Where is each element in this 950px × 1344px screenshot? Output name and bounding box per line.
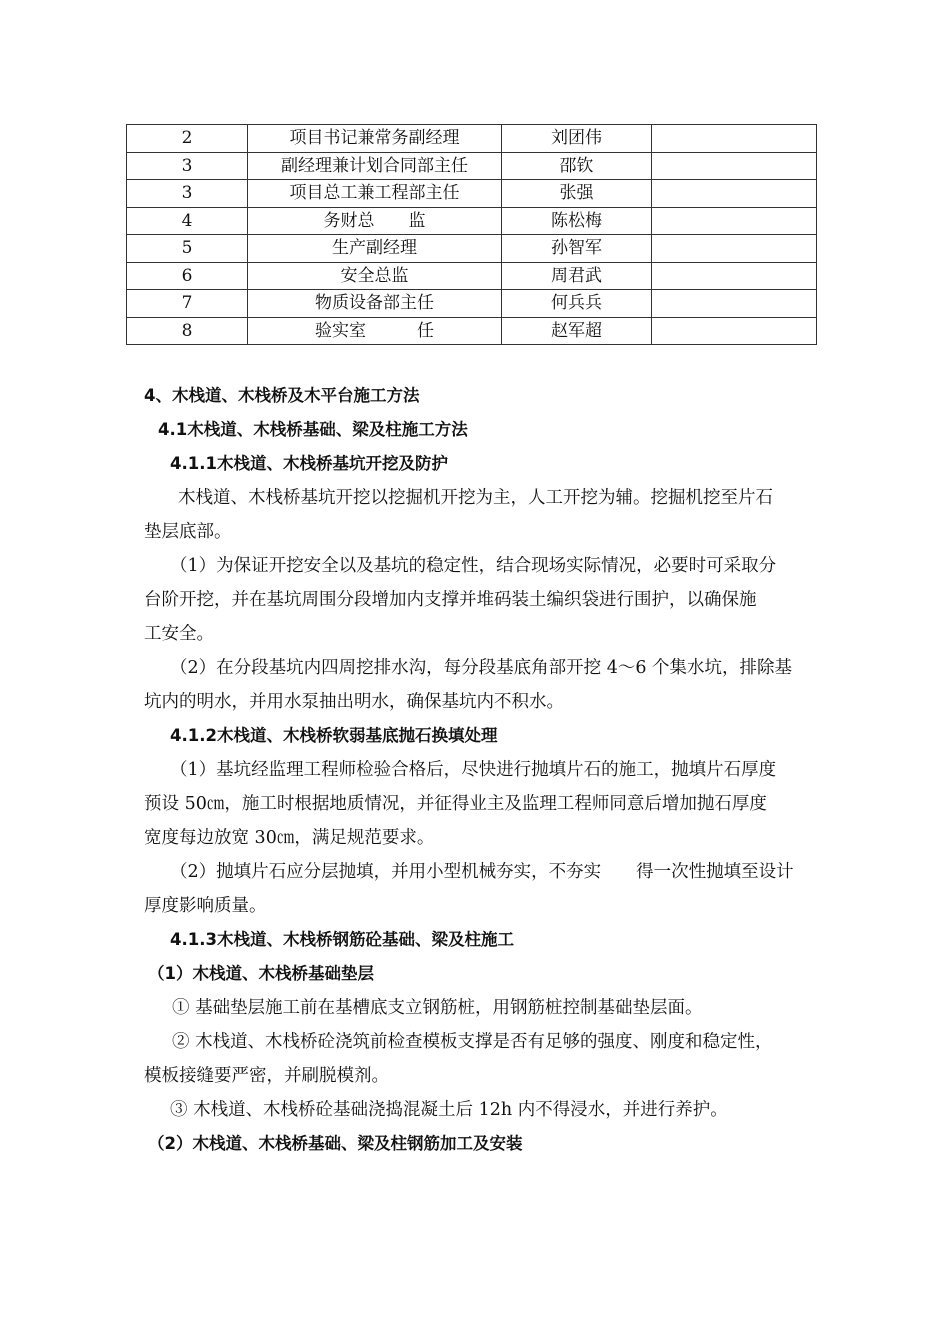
paragraph-line: 工安全。: [144, 624, 214, 644]
document-body: [144, 379, 816, 1161]
paragraph-line: 模板接缝要严密，并刷脱模剂。: [144, 1066, 389, 1086]
paragraph-line: 厚度影响质量。: [144, 896, 267, 916]
subsubsection-heading: 4.1.2木栈道、木栈桥软弱基底抛石换填处理: [170, 726, 498, 745]
subsubsection-heading: 4.1.3木栈道、木栈桥钢筋砼基础、梁及柱施工: [170, 930, 514, 949]
cell-no: 7: [127, 290, 248, 318]
cell-role: 副经理兼计划合同部主任: [248, 152, 502, 180]
paragraph-line: （2）在分段基坑内四周挖排水沟，每分段基底角部开挖 4～6 个集水坑，排除基: [170, 658, 793, 678]
paragraph-line: ② 木栈道、木栈桥砼浇筑前检查模板支撑是否有足够的强度、刚度和稳定性，: [172, 1032, 773, 1052]
table-row: [127, 290, 817, 318]
cell-role: 生产副经理: [248, 235, 502, 263]
cell-role: 安全总监: [248, 262, 502, 290]
cell-no: 3: [127, 180, 248, 208]
section-heading: 4、木栈道、木栈桥及木平台施工方法: [144, 386, 420, 405]
paragraph-line: 宽度每边放宽 30㎝，满足规范要求。: [144, 828, 435, 848]
cell-note: [652, 262, 817, 290]
paragraph-line: （1）基坑经监理工程师检验合格后，尽快进行抛填片石的施工，抛填片石厚度: [170, 760, 777, 780]
table-row: [127, 317, 817, 345]
cell-name: 邵钦: [502, 152, 652, 180]
cell-role: 物质设备部主任: [248, 290, 502, 318]
table-row: [127, 262, 817, 290]
cell-note: [652, 125, 817, 153]
paragraph-line: ① 基础垫层施工前在基槽底支立钢筋桩，用钢筋桩控制基础垫层面。: [172, 998, 703, 1018]
subsection-heading: 4.1木栈道、木栈桥基础、梁及柱施工方法: [158, 420, 468, 439]
table-row: [127, 125, 817, 153]
cell-note: [652, 290, 817, 318]
cell-no: 8: [127, 317, 248, 345]
cell-name: 孙智军: [502, 235, 652, 263]
cell-no: 5: [127, 235, 248, 263]
cell-note: [652, 207, 817, 235]
paragraph-line: 木栈道、木栈桥基坑开挖以挖掘机开挖为主，人工开挖为辅。挖掘机挖至片石: [178, 488, 773, 508]
paragraph-line: ③ 木栈道、木栈桥砼基础浇捣混凝土后 12h 内不得浸水，并进行养护。: [170, 1100, 728, 1120]
cell-name: 周君武: [502, 262, 652, 290]
paragraph-line: 台阶开挖，并在基坑周围分段增加内支撑并堆码装土编织袋进行围护，以确保施: [144, 590, 757, 610]
cell-note: [652, 180, 817, 208]
table-row: [127, 180, 817, 208]
paragraph-line: （2）抛填片石应分层抛填，并用小型机械夯实，不夯实 得一次性抛填至设计: [170, 862, 794, 882]
item-heading: （2）木栈道、木栈桥基础、梁及柱钢筋加工及安装: [148, 1134, 523, 1153]
paragraph-line: 坑内的明水，并用水泵抽出明水，确保基坑内不积水。: [144, 692, 564, 712]
item-heading: （1）木栈道、木栈桥基础垫层: [148, 964, 374, 983]
cell-note: [652, 235, 817, 263]
paragraph-line: 垫层底部。: [144, 522, 232, 542]
cell-note: [652, 317, 817, 345]
cell-role: 项目书记兼常务副经理: [248, 125, 502, 153]
cell-name: 刘团伟: [502, 125, 652, 153]
paragraph-line: 预设 50㎝，施工时根据地质情况，并征得业主及监理工程师同意后增加抛石厚度: [144, 794, 767, 814]
cell-name: 何兵兵: [502, 290, 652, 318]
cell-name: 陈松梅: [502, 207, 652, 235]
cell-note: [652, 152, 817, 180]
table-row: [127, 235, 817, 263]
table-row: [127, 207, 817, 235]
subsubsection-heading: 4.1.1木栈道、木栈桥基坑开挖及防护: [170, 454, 448, 473]
cell-name: 赵军超: [502, 317, 652, 345]
paragraph-line: （1）为保证开挖安全以及基坑的稳定性，结合现场实际情况，必要时可采取分: [170, 556, 777, 576]
cell-no: 4: [127, 207, 248, 235]
cell-no: 2: [127, 125, 248, 153]
cell-name: 张强: [502, 180, 652, 208]
staff-table: [126, 124, 817, 345]
cell-role: 验实室 任: [248, 317, 502, 345]
cell-no: 3: [127, 152, 248, 180]
table-row: [127, 152, 817, 180]
cell-no: 6: [127, 262, 248, 290]
cell-role: 项目总工兼工程部主任: [248, 180, 502, 208]
cell-role: 务财总 监: [248, 207, 502, 235]
